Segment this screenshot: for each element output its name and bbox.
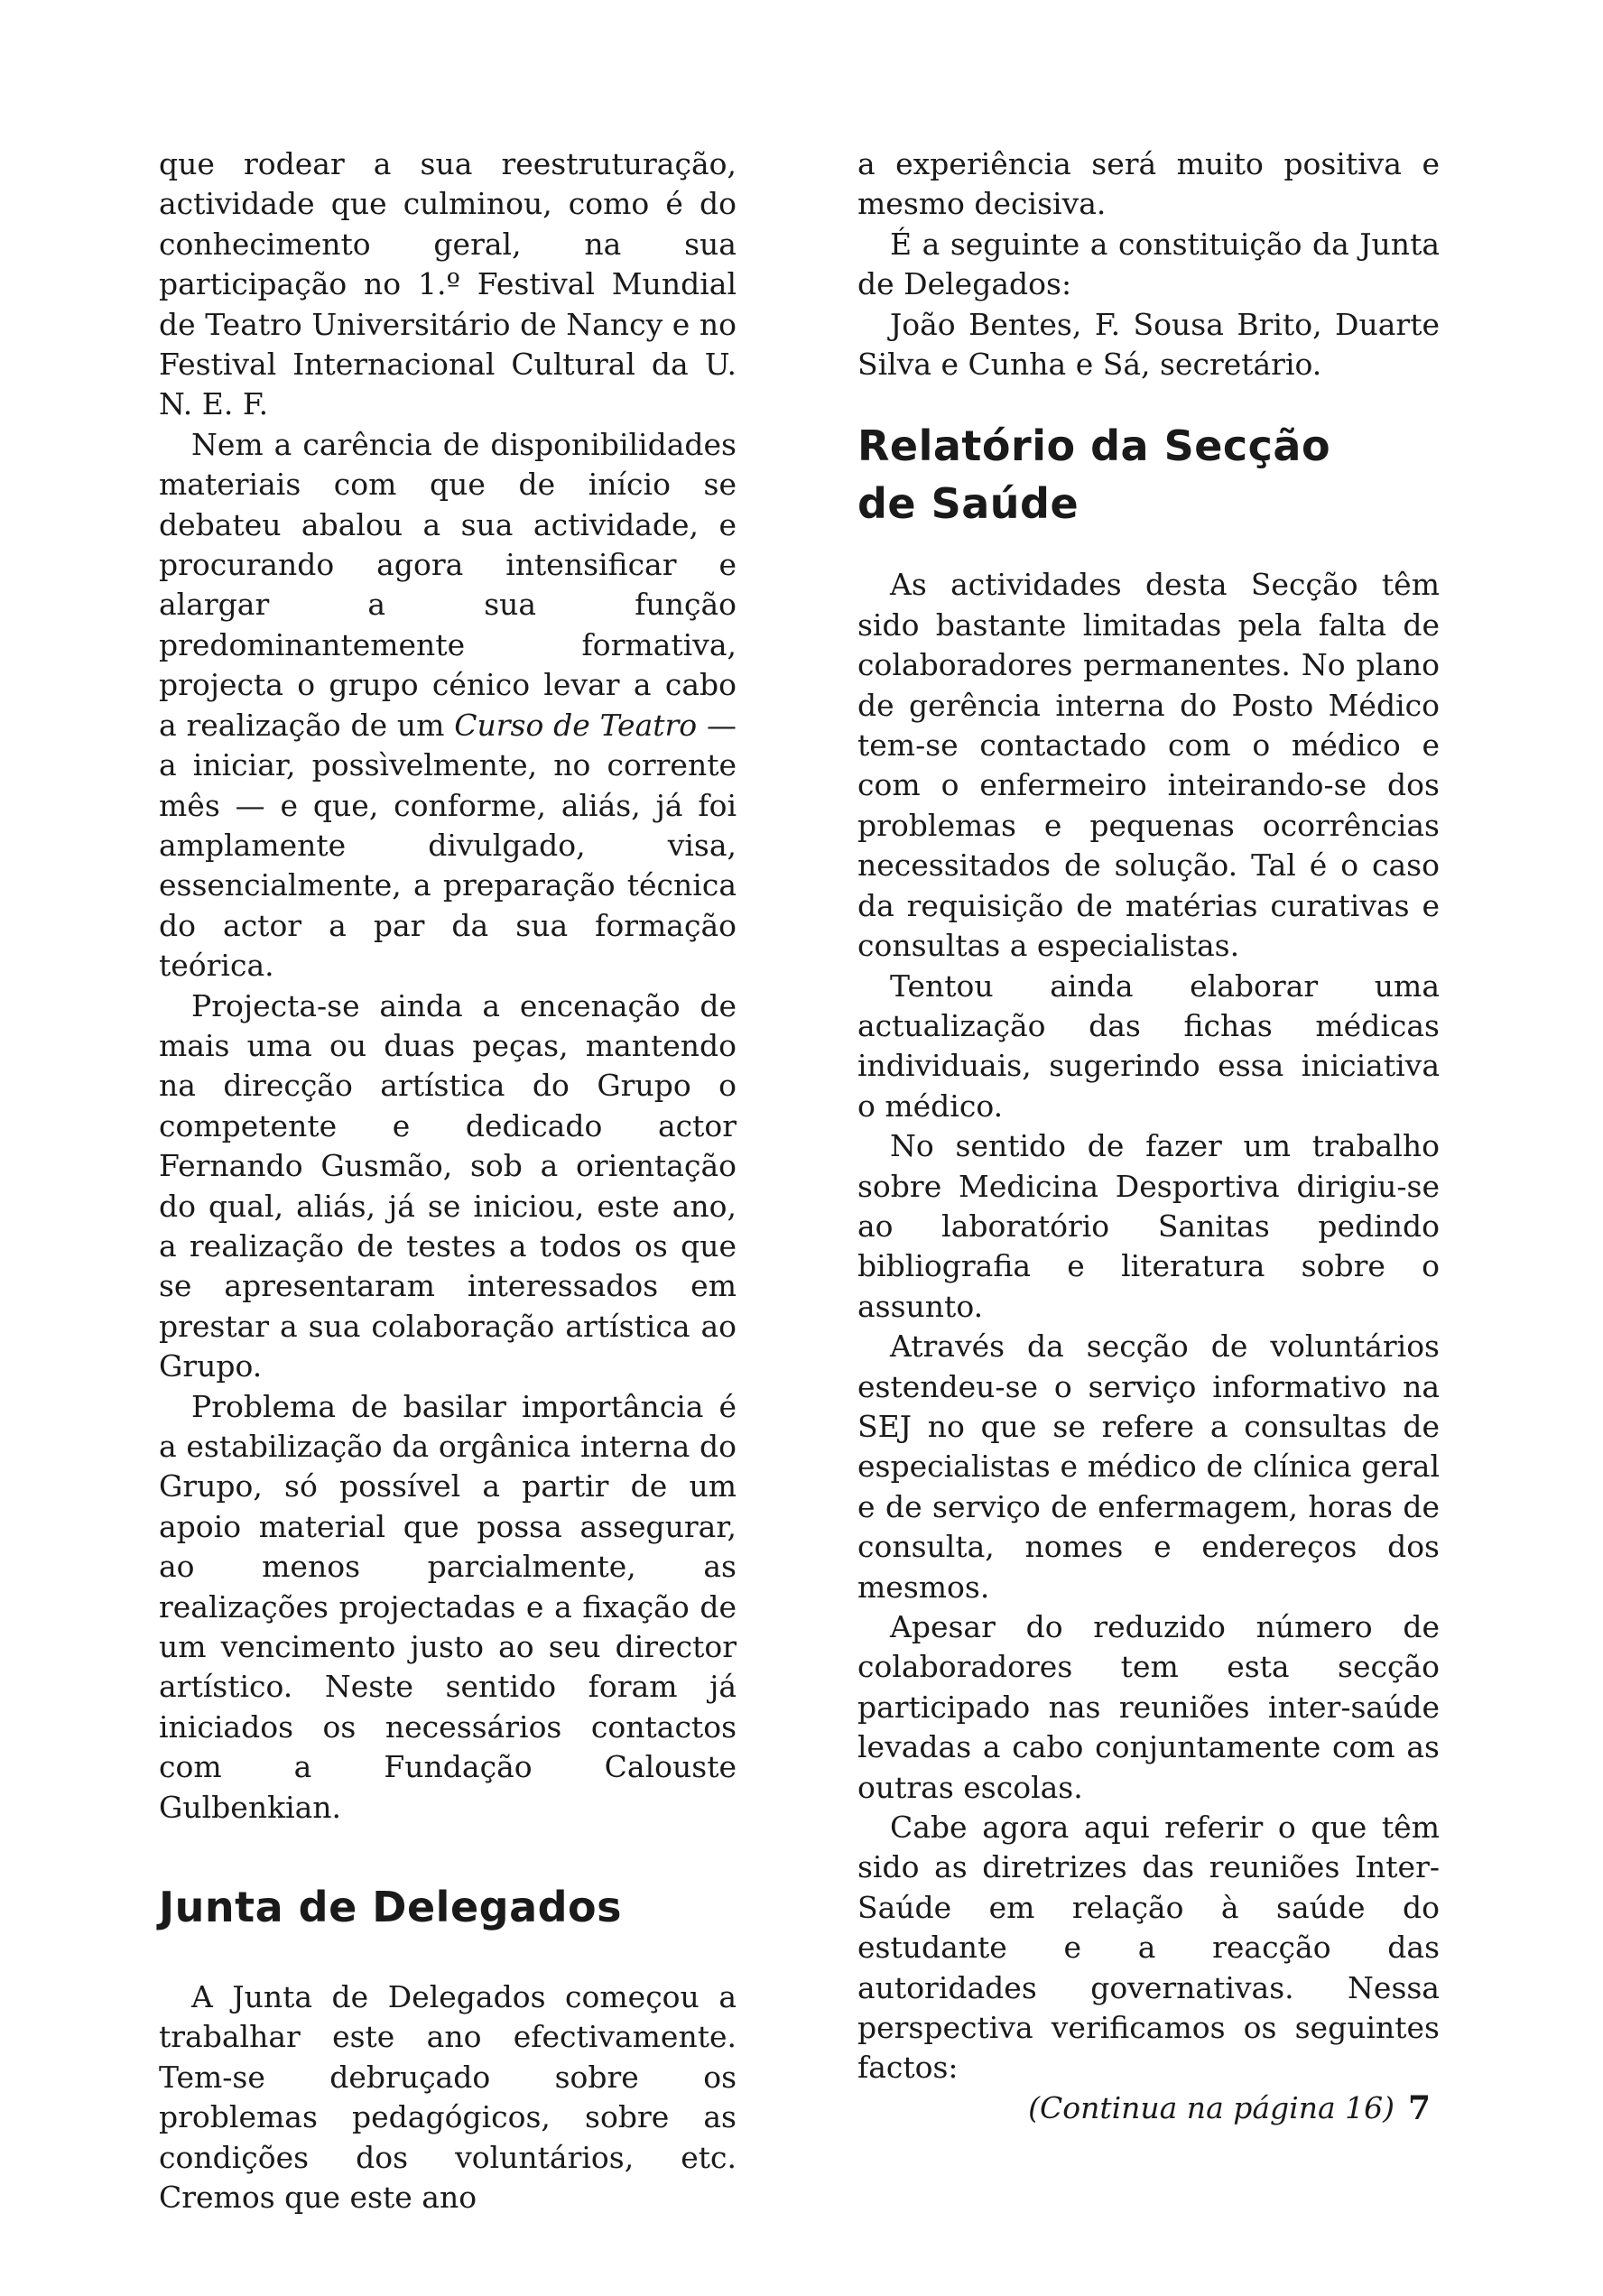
paragraph: Tentou ainda elaborar uma actualização das fichas médicas individuais, sugerindo essa iniciativa o médico. [857,967,1440,1124]
paragraph [159,425,737,986]
paragraph: As actividades desta Secção têm sido bastante limitadas pela falta de colaboradores permanentes. No plano de gerência interna do Posto Médico tem-se contactado com o médico e com o enfermeiro inteirando-se dos problemas e pequenas ocorrências necessitados de solução. Tal é o caso da requisição de matérias curativas e consultas a especialistas. [857,567,1440,964]
section-heading-junta: Junta de Delegados [159,1883,623,1932]
heading-line: de Saúde [857,479,1079,529]
paragraph: que rodear a sua reestruturação, actividade que culminou, como é do conhecimento geral, na sua participação no 1.º Festival Mundial de Teatro Universitário de Nancy e no Festival Internacional Cultural da U. N. E. F. [159,146,737,422]
page-number: 7 [1408,2089,1432,2127]
heading-line: Relatório da Secção [857,421,1331,471]
paragraph-text: — a iniciar, possìvelmente, no corrente mês — e que, conforme, aliás, já foi amplamente divulgado, visa, essencialmente, a preparação técnica do actor a par da sua formação teórica. [159,707,737,984]
paragraph: Apesar do reduzido número de colaboradores tem esta secção participado nas reuniões inter-saúde levadas a cabo conjuntamente com as outras escolas. [857,1609,1440,1805]
right-column [857,144,1440,2128]
paragraph-text: Nem a carência de disponibilidades materiais com que de início se debateu abalou a sua actividade, e procurando agora intensificar e alargar a sua função predominantemente formativa, projecta o grupo cénico levar a cabo a realização de um [159,426,737,743]
emphasis-course-title: Curso de Teatro [454,707,698,743]
paragraph: É a seguinte a constituição da Junta de Delegados: [857,226,1440,302]
paragraph: Cabe agora aqui referir o que têm sido as diretrizes das reuniões Inter-Saúde em relação à saúde do estudante e a reacção das autoridades governativas. Nessa perspectiva verificamos os seguintes factos: [857,1810,1440,2086]
section-heading-relatorio [857,417,1440,532]
paragraph: Problema de basilar importância é a estabilização da orgânica interna do Grupo, só possível a partir de um apoio material que possa assegurar, ao menos parcialmente, as realizações projectadas e a fixação de um vencimento justo ao seu director artístico. Neste sentido foram já iniciados os necessários contactos com a Fundação Calouste Gulbenkian. [159,1388,737,1825]
paragraph: João Bentes, F. Sousa Brito, Duarte Silva e Cunha e Sá, secretário. [857,306,1440,383]
paragraph: Através da secção de voluntários estendeu-se o serviço informativo na SEJ no que se refere a consultas de especialistas e médico de clínica geral e de serviço de enfermagem, horas de consulta, nomes e endereços dos mesmos. [857,1329,1440,1605]
paragraph: A Junta de Delegados começou a trabalhar este ano efectivamente. Tem-se debruçado sobre os problemas pedagógicos, sobre as condições dos voluntários, etc. Cremos que este ano [159,1979,737,2216]
paragraph: a experiência será muito positiva e mesmo decisiva. [857,146,1440,222]
paragraph: Projecta-se ainda a encenação de mais uma ou duas peças, mantendo na direcção artística do Grupo o competente e dedicado actor Fernando Gusmão, sob a orientação do qual, aliás, já se iniciou, este ano, a realização de testes a todos os que se apresentaram interessados em prestar a sua colaboração artística ao Grupo. [159,987,737,1384]
continuation-note: (Continua na página 16) [1028,2089,1395,2125]
paragraph: No sentido de fazer um trabalho sobre Medicina Desportiva dirigiu-se ao laboratório Sanitas pedindo bibliografia e literatura sobre o assunto. [857,1128,1440,1324]
left-column [159,144,737,2218]
